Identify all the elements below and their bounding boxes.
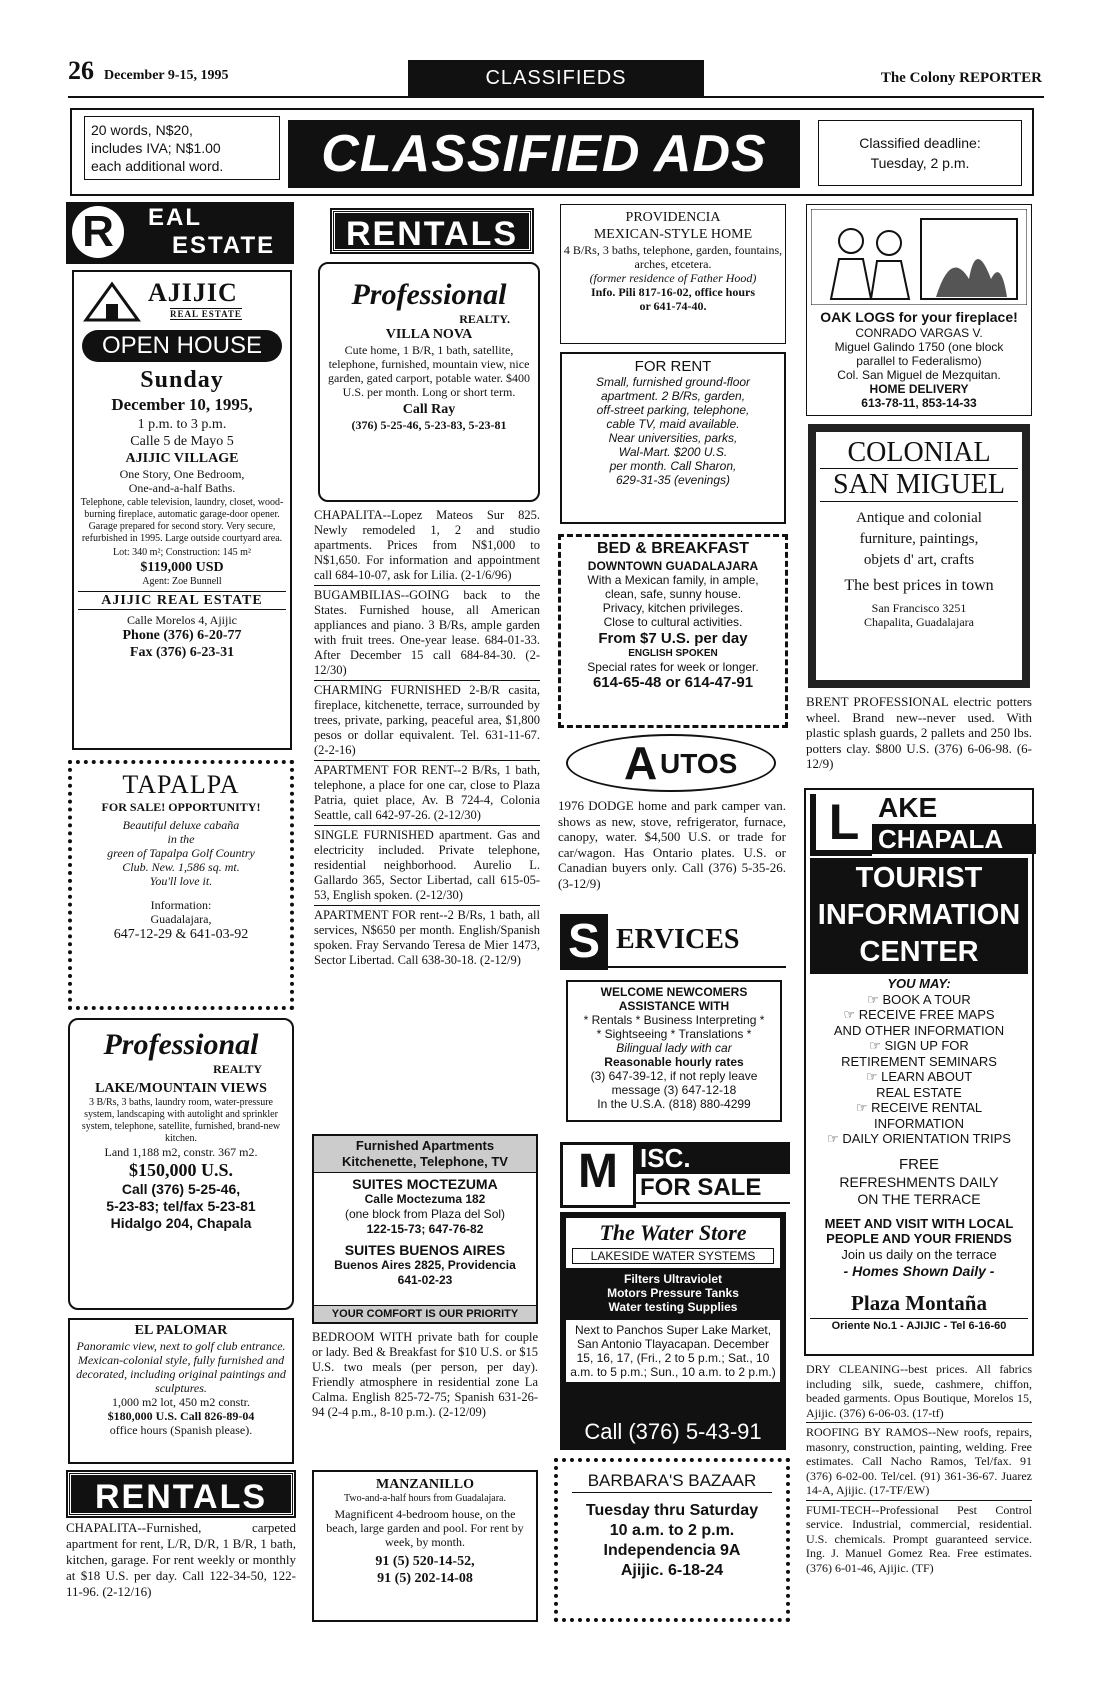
welcome-lady: Bilingual lady with car xyxy=(616,1041,732,1055)
listing-ad: DRY CLEANING--best prices. All fabrics including silk, suede, cashmere, chiffon, beaded garments. Opus Boutique, Morelos 15, Ajijic. (376) 6-06-03. (17-tf) xyxy=(806,1362,1032,1420)
page-number: 26 xyxy=(68,56,94,85)
bazaar-hours: 10 a.m. to 2 p.m. xyxy=(609,1522,735,1539)
real-estate-initial: R xyxy=(72,206,124,258)
tapalpa-sale: FOR SALE! OPPORTUNITY! xyxy=(101,800,261,814)
tourist-banner xyxy=(810,858,1028,974)
bazaar-city: Ajijic. 6-18-24 xyxy=(620,1562,724,1579)
tapalpa-title: TAPALPA xyxy=(122,770,240,799)
colonial-best: The best prices in town xyxy=(844,577,994,594)
divider xyxy=(314,680,540,681)
may-item: ☞ LEARN ABOUT xyxy=(865,1069,973,1084)
for-rent-line-5: Near universities, parks, xyxy=(608,431,738,445)
villa-phone: (376) 5-25-46, 5-23-83, 5-23-81 xyxy=(351,418,507,432)
bb-line-3: Privacy, kitchen privileges. xyxy=(602,601,744,615)
divider xyxy=(314,905,540,906)
welcome-usa: In the U.S.A. (818) 880-4299 xyxy=(597,1097,751,1111)
agency-address: Calle Morelos 4, Ajijic xyxy=(127,613,237,627)
rentals-header-secondary: RENTALS xyxy=(68,1472,294,1516)
plaza-name: Plaza Montaña xyxy=(851,1291,987,1315)
realty-logo: REALTY xyxy=(213,1062,262,1076)
water-store-ad xyxy=(560,1212,786,1414)
rentals-header: RENTALS xyxy=(332,210,532,252)
ajijic-logo xyxy=(78,276,286,326)
water-list-1: Filters Ultraviolet xyxy=(623,1272,723,1286)
rate-line-1: 20 words, N$20, xyxy=(91,122,193,138)
bb-price: From $7 U.S. per day xyxy=(598,630,748,647)
providencia-former: (former residence of Father Hood) xyxy=(589,271,757,285)
divider xyxy=(806,1422,1032,1423)
you-may: YOU MAY: xyxy=(887,976,951,991)
for-rent-ad xyxy=(560,352,786,524)
may-item: ☞ DAILY ORIENTATION TRIPS xyxy=(827,1131,1011,1146)
tapalpa-info-3: 647-12-29 & 641-03-92 xyxy=(113,927,249,942)
lake-land: Land 1,188 m2, constr. 367 m2. xyxy=(104,1145,258,1159)
for-rent-line-8: 629-31-35 (evenings) xyxy=(615,473,731,487)
may-item: REAL ESTATE xyxy=(876,1084,962,1100)
bb-english: ENGLISH SPOKEN xyxy=(628,648,718,659)
deadline-line-2: Tuesday, 2 p.m. xyxy=(870,155,970,171)
oak-name: CONRADO VARGAS V. xyxy=(855,326,983,340)
header-rule xyxy=(68,96,1044,98)
services-word: ERVICES xyxy=(616,924,740,955)
villa-nova-ad xyxy=(318,262,540,502)
for-rent-title: FOR RENT xyxy=(634,358,712,375)
lake-title: LAKE/MOUNTAIN VIEWS xyxy=(95,1081,267,1096)
listing-ad: CHARMING FURNISHED 2-B/R casita, fireplace, kitchenette, terrace, surrounded by trees, private, parking, peaceful area, $1,800 pesos or dollar equivalent. Tel. 631-11-67. (2-2-16) xyxy=(314,683,540,757)
suites1-address: Calle Moctezuma 182 xyxy=(364,1192,486,1206)
plaza-address: Oriente No.1 - AJIJIC - Tel 6-16-60 xyxy=(810,1318,1028,1334)
for-rent-line-4: cable TV, maid available. xyxy=(606,417,740,431)
suites-motto: YOUR COMFORT IS OUR PRIORITY xyxy=(314,1305,536,1322)
house-icon xyxy=(82,278,142,322)
may-item: ☞ SIGN UP FOR xyxy=(869,1038,969,1053)
bb-line-1: With a Mexican family, in ample, xyxy=(587,573,759,587)
oak-address-2: parallel to Federalismo) xyxy=(856,354,982,368)
palomar-price: $180,000 U.S. Call 826-89-04 xyxy=(107,1409,255,1423)
open-house-desc-1: One Story, One Bedroom, xyxy=(119,467,245,481)
tourist-info-ad xyxy=(804,788,1034,1356)
suites2-address: Buenos Aires 2825, Providencia xyxy=(334,1258,516,1272)
bb-line-2: clean, safe, sunny house. xyxy=(604,587,742,601)
open-house-agent: Agent: Zoe Bunnell xyxy=(142,576,222,587)
welcome-rates: Reasonable hourly rates xyxy=(604,1055,744,1069)
listing-ad: APARTMENT FOR rent--2 B/Rs, 1 bath, all services, N$650 per month. English/Spanish spoken. Fray Servando Teresa de Mier 1473, Sector Libertad. Call 638-30-18. (2-12/9) xyxy=(314,908,540,967)
colonial-title-1: COLONIAL xyxy=(847,437,991,468)
lake-initial: L xyxy=(810,794,872,856)
lake-tel: 5-23-83; tel/fax 5-23-81 xyxy=(106,1198,256,1214)
palomar-lot: 1,000 m2 lot, 450 m2 constr. xyxy=(112,1395,250,1409)
villa-text: Cute home, 1 B/R, 1 bath, satellite, telephone, furnished, mountain view, nice garden, gated carport, potable water. $400 U.S. per month. Long or short term. xyxy=(328,343,530,399)
free-3: ON THE TERRACE xyxy=(857,1190,981,1207)
fireplace-illustration xyxy=(811,209,1027,305)
divider xyxy=(314,585,540,586)
colonial-title-2: SAN MIGUEL xyxy=(820,468,1018,502)
villa-title: VILLA NOVA xyxy=(385,327,473,342)
tapalpa-text-5: You'll love it. xyxy=(149,874,213,888)
oak-phone: 613-78-11, 853-14-33 xyxy=(861,396,977,410)
oak-address-1: Miguel Galindo 1750 (one block xyxy=(834,340,1004,354)
section-banner: CLASSIFIEDS xyxy=(408,60,704,96)
paper-name: The Colony REPORTER xyxy=(880,70,1042,86)
tapalpa-text-4: Club. New. 1,586 sq. mt. xyxy=(122,860,240,874)
manzanillo-sub: Two-and-a-half hours from Guadalajara. xyxy=(343,1493,506,1504)
open-house-price: $119,000 USD xyxy=(140,560,224,575)
tapalpa-text-3: green of Tapalpa Golf Country xyxy=(107,846,255,860)
oak-colonia: Col. San Miguel de Mezquitan. xyxy=(837,368,1001,382)
oak-delivery: HOME DELIVERY xyxy=(869,382,969,396)
open-house-day: Sunday xyxy=(140,367,224,393)
barbaras-bazaar-ad xyxy=(554,1458,790,1622)
bb-phone: 614-65-48 or 614-47-91 xyxy=(592,674,754,691)
ajijic-logo-subtext: REAL ESTATE xyxy=(170,309,242,319)
services-rule xyxy=(608,966,786,968)
may-item: ☞ RECEIVE RENTAL xyxy=(855,1100,983,1115)
rate-line-3: each additional word. xyxy=(91,158,224,174)
real-estate-header xyxy=(66,202,294,264)
welcome-message: message (3) 647-12-18 xyxy=(611,1083,737,1097)
lake-mountain-ad xyxy=(68,1018,294,1310)
bazaar-address: Independencia 9A xyxy=(603,1542,741,1559)
manzanillo-phone-1: 91 (5) 520-14-52, xyxy=(375,1554,475,1569)
suites2-name: SUITES BUENOS AIRES xyxy=(344,1242,506,1258)
meet-2: PEOPLE AND YOUR FRIENDS xyxy=(826,1231,1012,1246)
palomar-title: EL PALOMAR xyxy=(134,1323,228,1338)
water-list-3: Water testing Supplies xyxy=(608,1300,738,1314)
may-item: AND OTHER INFORMATION xyxy=(833,1022,1005,1038)
real-estate-word-2: ESTATE xyxy=(172,232,276,259)
water-text: Next to Panchos Super Lake Market, San Antonio Tlayacapan. December 15, 16, 17, (Fri., 2 to 5 p.m.; Sat., 10 a.m. to 5 p.m.; Sun., 10 a.m. to 2 p.m.) xyxy=(566,1320,780,1382)
lake-price: $150,000 U.S. xyxy=(128,1160,233,1180)
lake-address: Hidalgo 204, Chapala xyxy=(110,1215,252,1231)
providencia-or: or 641-74-40. xyxy=(639,299,707,313)
meet-1: MEET AND VISIT WITH LOCAL xyxy=(824,1215,1014,1231)
suites1-name: SUITES MOCTEZUMA xyxy=(352,1176,498,1192)
page-header-left xyxy=(68,56,328,86)
manzanillo-phone-2: 91 (5) 202-14-08 xyxy=(377,1571,473,1586)
colonial-address-2: Chapalita, Guadalajara xyxy=(864,615,974,629)
deadline-line-1: Classified deadline: xyxy=(859,135,981,151)
free-2: REFRESHMENTS DAILY xyxy=(839,1173,999,1190)
colonial-text-3: objets d' art, crafts xyxy=(863,552,975,568)
providencia-info: Info. Pili 817-16-02, office hours xyxy=(591,285,755,299)
divider xyxy=(806,1500,1032,1501)
listing-ad: APARTMENT FOR RENT--2 B/Rs, 1 bath, telephone, a place for one car, close to Plaza Patria, quiet place, Av. B 724-4, Colonia Seattle, call 642-97-26. (2-12/30) xyxy=(314,763,540,822)
rates-box xyxy=(84,116,280,180)
welcome-phone: (3) 647-39-12, if not reply leave xyxy=(590,1069,758,1083)
autos-initial: A xyxy=(624,737,658,789)
lake-chapala: CHAPALA xyxy=(872,824,1036,854)
villa-call: Call Ray xyxy=(402,402,456,417)
listing-ad: ROOFING BY RAMOS--New roofs, repairs, masonry, construction, painting, welding. Free estimates. Call Nacho Ramos, Tel/fax. 91 (376) 6-02-00. Tel/cel. (91) 361-36-67. Juarez 14-A, Ajijic. (17-TF/EW) xyxy=(806,1425,1032,1497)
open-house-time: 1 p.m. to 3 p.m. xyxy=(137,417,227,432)
for-rent-line-3: off-street parking, telephone, xyxy=(596,403,750,417)
free-1: FREE xyxy=(898,1155,939,1173)
agency-phone: Phone (376) 6-20-77 xyxy=(122,628,242,643)
bb-title: BED & BREAKFAST xyxy=(596,540,749,557)
rental-ad-chapalita: CHAPALITA--Furnished, carpeted apartment for rent, L/R, D/R, 1 B/R, 1 bath, kitchen, garage. For rent weekly or monthly at $18 U.S. per day. Call 122-34-50, 122-11-96. (2-12/16) xyxy=(66,1520,296,1599)
bedroom-ad: BEDROOM WITH private bath for couple or lady. Bed & Breakfast for $10 U.S. or $15 U.S. two meals (per person, per day). Friendly atmosphere in residential zone La Calma. English 825-72-75; Spanish 631-26-94 (2-4 p.m., 8-10 p.m.). (2-12/09) xyxy=(312,1330,538,1419)
rentals-listings xyxy=(314,508,540,968)
water-list-2: Motors Pressure Tanks xyxy=(607,1286,739,1300)
meet-3: Join us daily on the terrace xyxy=(841,1246,997,1262)
lake-call: Call (376) 5-25-46, xyxy=(121,1181,241,1197)
water-call: Call (376) 5-43-91 xyxy=(560,1414,786,1450)
realty-logo-2: REALTY. xyxy=(459,312,510,326)
agency-name: AJIJIC REAL ESTATE xyxy=(78,591,286,610)
open-house-street: Calle 5 de Mayo 5 xyxy=(130,434,234,449)
suites-header-2: Kitchenette, Telephone, TV xyxy=(342,1154,508,1169)
may-item: ☞ BOOK A TOUR xyxy=(867,991,971,1007)
colonial-text-2: furniture, paintings, xyxy=(859,531,979,547)
autos-word: UTOS xyxy=(660,748,738,779)
brent-ad: BRENT PROFESSIONAL electric potters wheel. Brand new--never used. With plastic splash guards, 2 pallets and 250 lbs. potters clay. $800 U.S. (376) 6-06-98. (6-12/9) xyxy=(806,694,1032,771)
suites-header xyxy=(314,1136,536,1173)
rate-line-2: includes IVA; N$1.00 xyxy=(91,140,221,156)
welcome-title-1: WELCOME NEWCOMERS xyxy=(600,985,748,999)
water-title: The Water Store xyxy=(599,1220,747,1245)
misc-header xyxy=(560,1142,786,1202)
welcome-list-1: * Rentals * Business Interpreting * xyxy=(583,1013,765,1027)
for-rent-line-6: Wal-Mart. $200 U.S. xyxy=(618,445,728,459)
real-estate-word-1: EAL xyxy=(148,204,202,231)
providencia-text: 4 B/Rs, 3 baths, telephone, garden, fountains, arches, etcetera. xyxy=(563,243,783,271)
manzanillo-title: MANZANILLO xyxy=(375,1477,474,1492)
professional-logo-2: Professional xyxy=(351,278,507,311)
bb-special: Special rates for week or longer. xyxy=(587,660,759,674)
suites2-phone: 641-02-23 xyxy=(397,1273,453,1287)
manzanillo-text: Magnificent 4-bedroom house, on the beach, large garden and pool. For rent by week, by month. xyxy=(326,1507,524,1549)
providencia-ad xyxy=(560,204,786,344)
welcome-newcomers-ad xyxy=(566,980,782,1122)
may-item: INFORMATION xyxy=(873,1115,965,1131)
bazaar-title: BARBARA'S BAZAAR xyxy=(572,1470,772,1493)
for-rent-line-1: Small, furnished ground-floor xyxy=(595,375,751,389)
tapalpa-ad xyxy=(68,760,294,1010)
misc-word-1: ISC. xyxy=(634,1142,790,1174)
water-sub: LAKESIDE WATER SYSTEMS xyxy=(572,1248,774,1264)
may-item: ☞ RECEIVE FREE MAPS xyxy=(843,1007,995,1022)
tapalpa-info-1: Information: xyxy=(150,898,212,912)
tourist-line-1: TOURIST xyxy=(855,862,983,894)
for-rent-line-2: apartment. 2 B/Rs, garden, xyxy=(600,389,746,403)
ajijic-open-house-ad xyxy=(72,270,292,750)
welcome-title-2: ASSISTANCE WITH xyxy=(618,999,730,1013)
service-listings xyxy=(806,1362,1032,1575)
colonial-address-1: San Francisco 3251 xyxy=(871,601,967,615)
may-item: RETIREMENT SEMINARS xyxy=(841,1053,997,1069)
palomar-hours: office hours (Spanish please). xyxy=(109,1423,253,1437)
issue-date: December 9-15, 1995 xyxy=(104,68,229,83)
palomar-text: Panoramic view, next to golf club entrance. Mexican-colonial style, fully furnished and decorated, including original paintings and sculptures. xyxy=(76,1339,286,1395)
listing-ad: BUGAMBILIAS--GOING back to the States. Furnished house, all American appliances and piano. 3 B/Rs, ample garden with fruit trees. One-year lease. 684-01-33. After December 15 call 684-84-30. (2-12/30) xyxy=(314,588,540,677)
open-house-lot: Lot: 340 m²; Construction: 145 m² xyxy=(113,547,251,558)
lake-text: 3 B/Rs, 3 baths, laundry room, water-pressure system, landscaping with autolight and sprinkler system, telephone, satellite, furnished, brand-new kitchen. xyxy=(81,1097,281,1144)
suites1-note: (one block from Plaza del Sol) xyxy=(344,1207,506,1221)
colonial-san-miguel-ad xyxy=(808,424,1030,688)
tapalpa-text-1: Beautiful deluxe cabaña xyxy=(122,818,240,832)
agency-fax: Fax (376) 6-23-31 xyxy=(129,645,235,660)
bed-breakfast-ad xyxy=(558,534,788,728)
tourist-line-3: CENTER xyxy=(859,936,979,968)
open-house-desc-2: One-and-a-half Baths. xyxy=(128,481,236,495)
suites-ad xyxy=(312,1134,538,1324)
for-rent-line-7: per month. Call Sharon, xyxy=(609,459,737,473)
divider xyxy=(314,825,540,826)
open-house-features: Telephone, cable television, laundry, closet, wood-burning fireplace, automatic garage-door opener. Garage prepared for second story. Very secure, refurbished in 1995. Large outside courtyard area. xyxy=(80,497,284,544)
manzanillo-ad xyxy=(312,1470,538,1622)
services-header xyxy=(560,914,786,970)
colonial-text-1: Antique and colonial xyxy=(856,510,982,526)
misc-word-2: FOR SALE xyxy=(634,1174,790,1204)
tourist-body xyxy=(810,976,1028,1334)
lake-word: AKE xyxy=(878,792,938,823)
tapalpa-text-2: in the xyxy=(167,832,195,846)
ajijic-logo-text: AJIJIC xyxy=(148,278,238,307)
oak-logs-ad xyxy=(806,204,1032,416)
providencia-title-2: MEXICAN-STYLE HOME xyxy=(593,227,753,242)
suites1-phone: 122-15-73; 647-76-82 xyxy=(366,1222,484,1236)
welcome-list-2: * Sightseeing * Translations * xyxy=(596,1027,752,1041)
tapalpa-info-2: Guadalajara, xyxy=(150,912,212,926)
listing-ad: FUMI-TECH--Professional Pest Control service. Industrial, commercial, residential. U.S. chemicals. Prompt guaranteed service. Ing. J. Manuel Gomez Rea. Free estimates. (376) 6-01-46, Ajijic. (TF) xyxy=(806,1502,1032,1575)
listing-ad: CHAPALITA--Lopez Mateos Sur 825. Newly remodeled 1, 2 and studio apartments. Prices from N$1,000 to N$1,650. For information and appointment call 684-10-07, ask for Lilia. (2-1/6/96) xyxy=(314,508,540,582)
homes-shown: - Homes Shown Daily - xyxy=(843,1263,995,1279)
auto-ad: 1976 DODGE home and park camper van. shows as new, stove, refrigerator, furnace, canopy, water. $4,500 U.S. or trade for car/wagon. Has Ontario plates. U.S. or Canadian buyers only. Call (376) 5-35-26. (3-12/9) xyxy=(558,798,786,891)
professional-logo: Professional xyxy=(103,1028,259,1061)
services-initial: S xyxy=(560,914,608,970)
providencia-title-1: PROVIDENCIA xyxy=(625,210,721,225)
open-house-date: December 10, 1995, xyxy=(111,395,253,414)
bb-sub: DOWNTOWN GUADALAJARA xyxy=(587,559,759,573)
misc-initial: M xyxy=(560,1142,636,1208)
open-house-village: AJIJIC VILLAGE xyxy=(125,451,239,466)
suites-header-1: Furnished Apartments xyxy=(355,1138,495,1153)
oak-title: OAK LOGS for your fireplace! xyxy=(820,309,1018,325)
tourist-line-2: INFORMATION xyxy=(817,899,1021,931)
el-palomar-ad xyxy=(68,1318,294,1464)
autos-header xyxy=(566,734,776,792)
divider xyxy=(314,760,540,761)
deadline-box xyxy=(818,120,1022,186)
page-title: CLASSIFIED ADS xyxy=(288,120,800,188)
bb-line-4: Close to cultural activities. xyxy=(603,615,743,629)
bazaar-days: Tuesday thru Saturday xyxy=(585,1502,759,1519)
listing-ad: SINGLE FURNISHED apartment. Gas and electricity included. Private telephone, residential neighborhood. Aurelio L. Gallardo 365, Sector Libertad, call 615-05-53, English spoken. (2-12/30) xyxy=(314,828,540,902)
open-house-banner: OPEN HOUSE xyxy=(82,330,282,362)
